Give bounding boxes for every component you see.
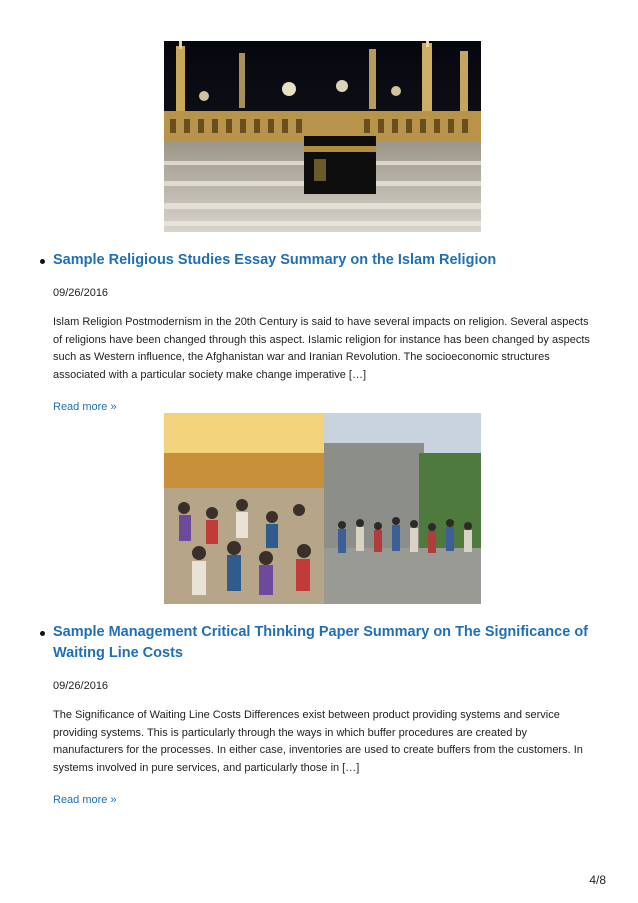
post-title-row [38,250,594,271]
post-excerpt: Islam Religion Postmodernism in the 20th Century is said to have several impacts on religion. Several aspects of religions have been changed through this aspect. Islamic religion for instance has been changed by aspects such as Western influence, the Afghanistan war and Iranian Revolution. The socioeconomic structures associated with a particular society make change imperative […] [53,316,590,381]
post-title-row [38,622,594,664]
post-title-link[interactable]: Sample Religious Studies Essay Summary on the Islam Religion [53,252,497,268]
read-more-link[interactable]: Read more » [53,401,117,413]
post-item [38,622,594,807]
post-excerpt: The Significance of Waiting Line Costs Differences exist between product providing systems and service providing systems. This is particularly through the ways in which buffer procedures are created by manufacturers for the processes. In either case, inventories are used to create buffers from the customers. In systems involved in pure services, and particularly those in […] [53,709,583,774]
read-more-link[interactable]: Read more » [53,794,117,806]
post-title-link[interactable]: Sample Management Critical Thinking Paper Summary on The Significance of Waiting Line Costs [53,624,589,661]
bullet-icon [40,259,45,264]
bullet-icon [40,631,45,636]
post-item [38,250,594,414]
post-date: 09/26/2016 [53,287,109,299]
kaaba-photo [164,41,481,232]
page-number: 4/8 [589,873,606,887]
waiting-line-photo [164,413,481,604]
post-date: 09/26/2016 [53,680,109,692]
